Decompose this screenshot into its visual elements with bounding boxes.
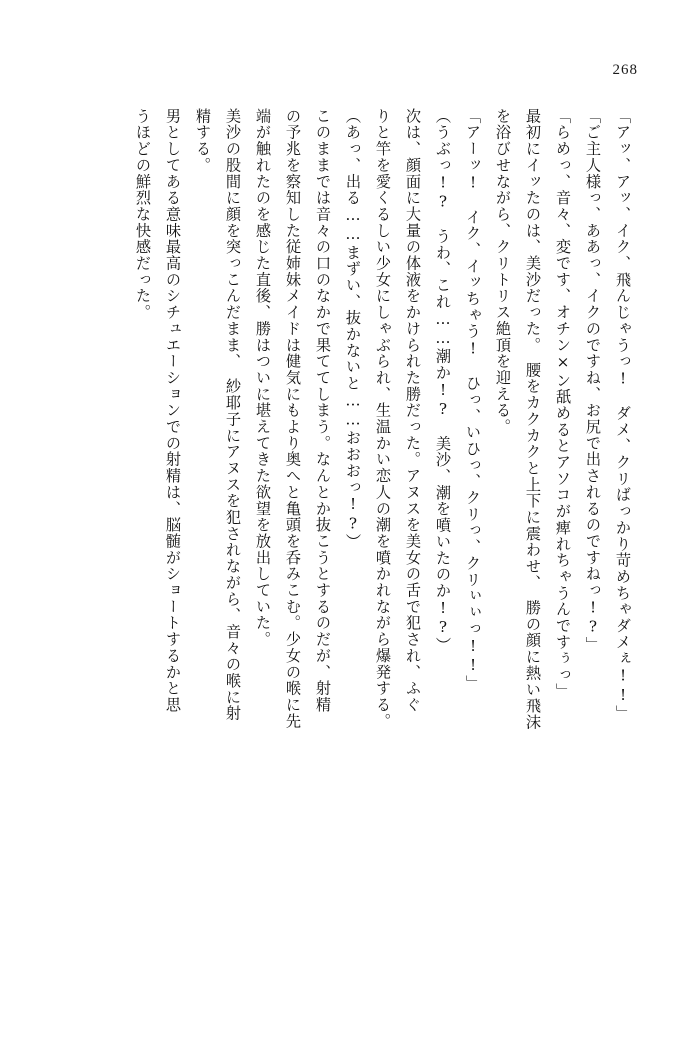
text-line: 端が触れたのを感じた直後、勝はついに堪えてきた欲望を放出していた。 xyxy=(254,108,272,648)
text-line: （あっ、出る……まずい、抜かないと……おおおっ!?） xyxy=(344,108,362,550)
text-line: の予兆を察知した従姉妹メイドは健気にもより奥へと亀頭を呑みこむ。少女の喉に先 xyxy=(284,108,302,730)
page-number: 268 xyxy=(612,62,638,78)
text-line: 最初にイッたのは、美沙だった。 腰をカクカクと上下に震わせ、 勝の顔に熱い飛沫 xyxy=(524,108,542,731)
text-line: 「らめっ、音々、変です、オチン×ン舐めるとアソコが痺れちゃうんですぅっ」 xyxy=(554,108,572,700)
text-line: 「アーッ! イク、イッちゃう! ひっ、いひっ、クリっ、クリぃぃっ!!」 xyxy=(464,108,482,692)
text-line: 次は、顔面に大量の体液をかけられた勝だった。アヌスを美女の舌で犯され、ふぐ xyxy=(404,108,422,713)
text-line: を浴びせながら、クリトリス絶頂を迎える。 xyxy=(494,108,512,435)
text-line: （うぶっ!? うわ、これ……潮か!? 美沙、潮を噴いたのか!?） xyxy=(434,108,452,654)
text-line: 男としてある意味最高のシチュエーションでの射精は、脳髄がショートするかと思 xyxy=(164,108,182,713)
text-line: このままでは音々の口のなかで果ててしまう。なんとか抜こうとするのだが、射精 xyxy=(314,108,332,713)
text-line: りと竿を愛くるしい少女にしゃぶられ、生温かい恋人の潮を噴かれながら爆発する。 xyxy=(374,108,392,730)
text-line: 「ご主人様っ、ああっ、イクのですね、お尻で出されるのですねっ!?」 xyxy=(584,108,602,654)
text-line: 「アッ、アッ、イク、飛んじゃうっ! ダメ、クリばっかり苛めちゃダメぇ!!」 xyxy=(614,108,632,722)
text-line: 美沙の股間に顔を突っこんだまま、 紗耶子にアヌスを犯されながら、音々の喉に射 xyxy=(224,108,242,722)
text-line: 精する。 xyxy=(194,108,212,174)
vertical-text-body xyxy=(62,108,638,988)
text-line: うほどの鮮烈な快感だった。 xyxy=(134,108,152,321)
